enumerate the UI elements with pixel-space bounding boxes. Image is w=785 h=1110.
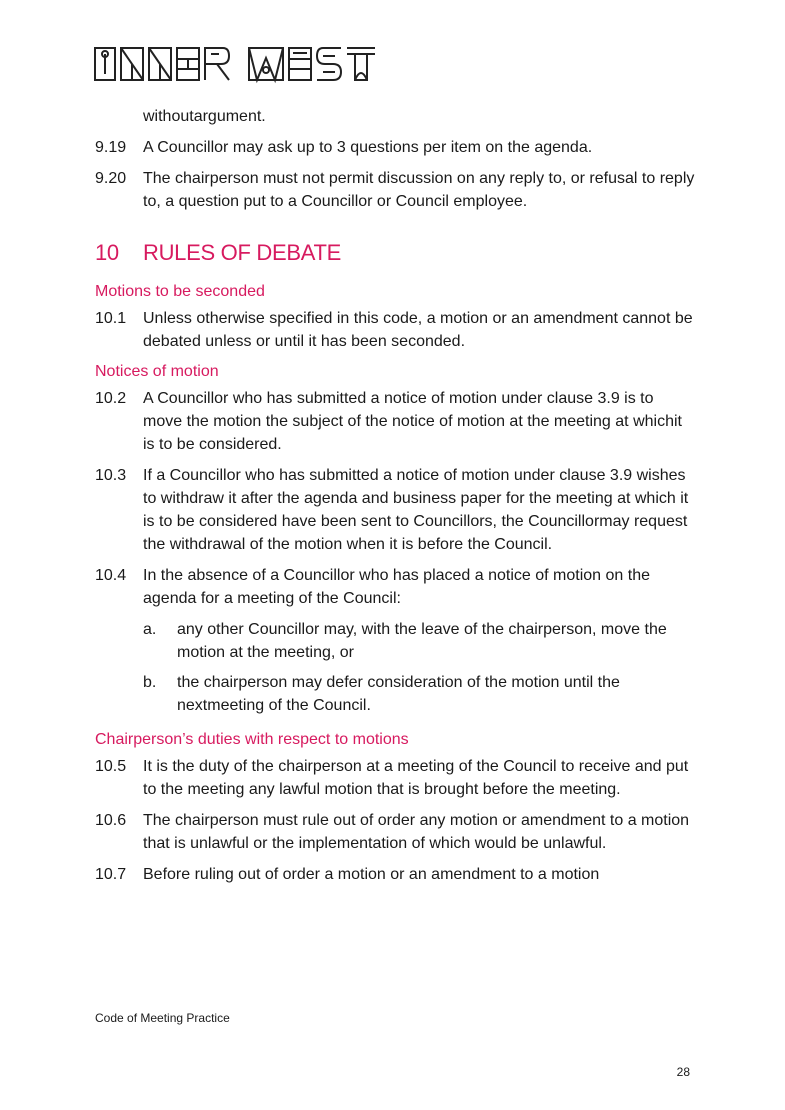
sub-item-letter: b. (143, 674, 157, 691)
clause-number: 9.20 (95, 170, 127, 187)
clause-number: 10.2 (95, 390, 127, 407)
clause-number: 10.7 (95, 866, 127, 883)
continuation-text: withoutargument. (143, 108, 266, 125)
clause-10-4 (95, 564, 695, 610)
clause-number: 10.3 (95, 467, 127, 484)
subheading-chairperson-duties: Chairperson’s duties with respect to motions (95, 731, 409, 748)
subheading-motions-seconded: Motions to be seconded (95, 283, 265, 300)
sub-item-b (143, 671, 695, 717)
section-number: 10 (95, 240, 119, 265)
content-body (95, 105, 695, 894)
subheading-notices-of-motion: Notices of motion (95, 363, 219, 380)
inner-west-logo (93, 44, 393, 84)
sub-item-letter: a. (143, 621, 157, 638)
clause-text: The chairperson must rule out of order any motion or amendment to a motion that is unlawful or the implementation of which would be unlawful. (143, 812, 690, 852)
clause-10-5 (95, 755, 695, 801)
page-number: 28 (676, 1065, 690, 1079)
clause-text: Before ruling out of order a motion or an amendment to a motion (143, 866, 600, 883)
clause-text: Unless otherwise specified in this code, a motion or an amendment cannot be debated unless or until it has been seconded. (143, 310, 693, 350)
clause-text: It is the duty of the chairperson at a meeting of the Council to receive and put to the meeting any lawful motion that is brought before the meeting. (143, 758, 689, 798)
sub-item-text: any other Councillor may, with the leave of the chairperson, move the motion at the meeting, or (177, 621, 667, 661)
footer-doc-title: Code of Meeting Practice (95, 1011, 230, 1025)
clause-text: In the absence of a Councillor who has placed a notice of motion on the agenda for a meeting of the Council: (143, 567, 650, 607)
clause-text: A Councillor who has submitted a notice of motion under clause 3.9 is to move the motion the subject of the notice of motion at the meeting at whichit is to be considered. (143, 390, 682, 453)
clause-9-20 (95, 167, 695, 213)
clause-number: 10.1 (95, 310, 127, 327)
section-title: RULES OF DEBATE (143, 240, 342, 265)
clause-text: A Councillor may ask up to 3 questions per item on the agenda. (143, 139, 593, 156)
clause-number: 10.6 (95, 812, 127, 829)
clause-number: 9.19 (95, 139, 127, 156)
clause-number: 10.4 (95, 567, 127, 584)
section-heading (95, 239, 695, 267)
clause-9-19 (95, 136, 695, 159)
clause-10-1 (95, 307, 695, 353)
sub-item-text: the chairperson may defer consideration of the motion until the nextmeeting of the Council. (177, 674, 620, 714)
clause-10-3 (95, 464, 695, 556)
clause-10-7 (95, 863, 695, 886)
clause-number: 10.5 (95, 758, 127, 775)
clause-text: The chairperson must not permit discussion on any reply to, or refusal to reply to, a question put to a Councillor or Council employee. (143, 170, 695, 210)
clause-10-6 (95, 809, 695, 855)
clause-10-2 (95, 387, 695, 456)
sub-item-a (143, 618, 695, 664)
clause-text: If a Councillor who has submitted a notice of motion under clause 3.9 wishes to withdraw it after the agenda and business paper for the meeting at which it is to be considered have been sent to Councillors, the Councillormay request the withdrawal of the motion when it is before the Council. (143, 467, 689, 553)
